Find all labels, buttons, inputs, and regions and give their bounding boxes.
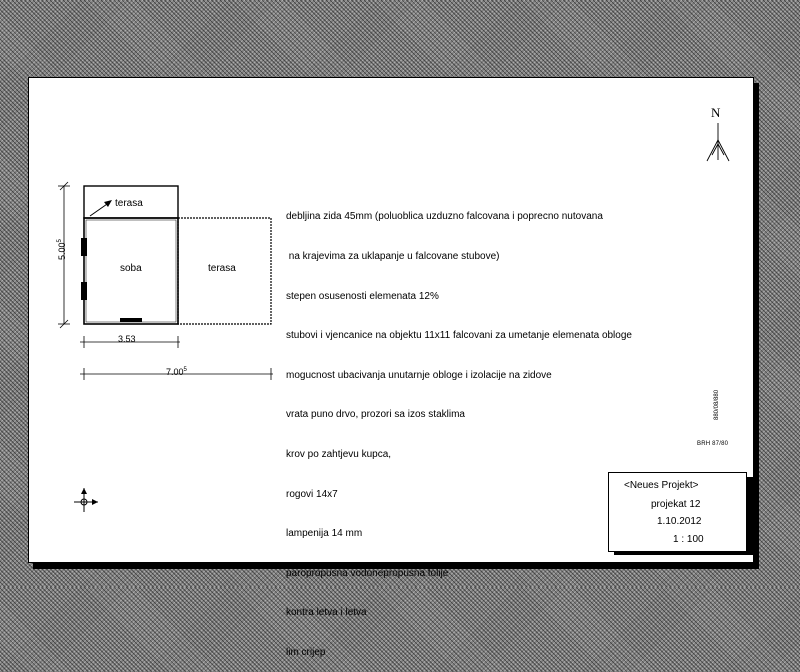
dimension-height-sup: 5 [57,239,63,243]
dimension-width-small: 3.53 [118,334,136,344]
title-block [608,472,747,552]
door-bottom [120,318,142,322]
construction-notes [286,184,632,672]
note-line: lampenija 14 mm [286,528,363,540]
note-line: mogucnost ubacivanja unutarnje obloge i izolacije na zidove [286,369,552,381]
note-line: na krajevima za uklapanje u falcovane stubove) [286,251,500,262]
north-label: N [711,105,721,120]
room-label-terasa-right: terasa [208,263,236,274]
dimension-width-total [166,364,187,378]
note-line: stubovi i vjencanice na objektu 11x11 falcovani za umetanje elemenata obloge [286,330,632,342]
stamp-text: BRH 87/80 [697,441,729,447]
note-line: kontra letva i letva [286,607,367,619]
room-label-soba: soba [120,263,142,274]
note-line: krov po zahtjevu kupca, [286,448,392,460]
title-project: <Neues Projekt> [624,480,699,491]
note-line: debljina zida 45mm (poluoblica uzduzno falcovana i poprecno nutovana [286,211,603,223]
dimension-width-total-value: 7.00 [166,367,184,377]
stamp-vertical: 880/08/880 [714,389,720,420]
origin-marker-icon [74,488,98,512]
title-scale: 1 : 100 [673,534,704,545]
title-date: 1.10.2012 [657,516,702,527]
dimension-height-value: 5.00 [57,242,67,260]
window-left-1 [81,238,87,256]
north-arrow-icon [707,123,729,161]
note-line: lim crijep [286,646,326,658]
note-line: paropropusna vodonepropusna folije [286,567,449,579]
note-line: stepen osusenosti elemenata 12% [286,290,439,302]
room-label-terasa-top: terasa [115,198,143,209]
dimension-width-total-sup: 5 [183,367,187,373]
note-line: vrata puno drvo, prozori sa izos staklima [286,409,465,421]
note-line: rogovi 14x7 [286,488,338,500]
window-left-2 [81,282,87,300]
dimension-height [54,239,68,260]
title-name: projekat 12 [651,499,701,510]
